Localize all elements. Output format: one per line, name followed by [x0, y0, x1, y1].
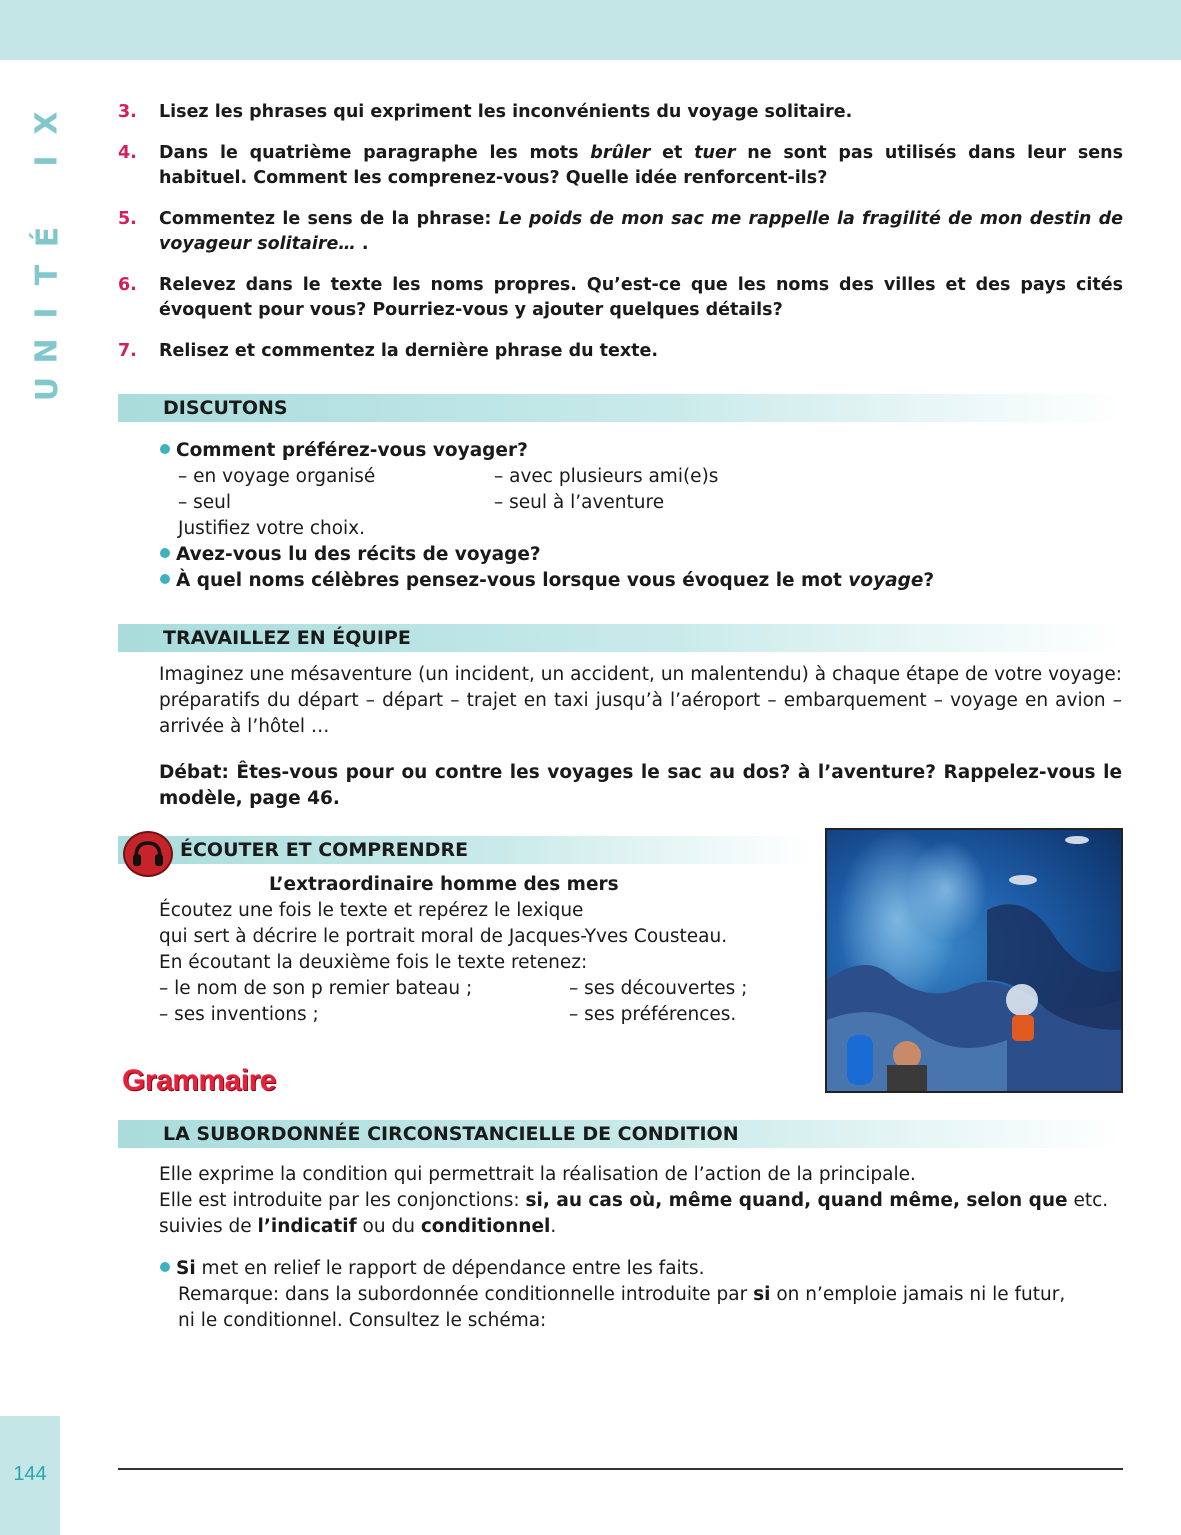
- ecouter-content: L’extraordinaire homme des mers Écoutez une fois le texte et repérez le lexique qui sert à décrire le portrait moral de Jacques-Yves Cousteau. En écoutant la deuxième fois le texte retenez: – le nom de son p remier bateau ; – ses découvertes ; – ses inventions ; – ses préférences.: [159, 872, 799, 1028]
- unit-label-letter: [29, 194, 67, 204]
- discutons-content: [160, 438, 1120, 594]
- bullet-icon: [160, 574, 170, 584]
- list-item: Si met en relief le rapport de dépendance entre les faits.: [160, 1256, 1123, 1282]
- question-text: Lisez les phrases qui expriment les inconvénients du voyage solitaire.: [159, 102, 853, 122]
- page-number: 144: [13, 1463, 47, 1485]
- debat-text: Débat: Êtes-vous pour ou contre les voyages le sac au dos? à l’aventure? Rappelez-vous le modèle, page 46.: [159, 762, 1122, 809]
- list-item: Comment préférez-vous voyager?: [160, 438, 1120, 464]
- equipe-text: Imaginez une mésaventure (un incident, un accident, un malentendu) à chaque étape de votre voyage: préparatifs du départ – départ – trajet en taxi jusqu’à l’aéroport – embarquement – voyage en avion – arrivée à l’hôtel …: [159, 664, 1122, 737]
- question-number: 3.: [118, 102, 137, 122]
- question-list: [118, 100, 1123, 380]
- grammaire-logo: Grammaire: [122, 1064, 276, 1097]
- question-number: 6.: [118, 275, 137, 295]
- underwater-divers-photo: [825, 828, 1123, 1093]
- top-band: [0, 0, 1181, 60]
- question-number: 7.: [118, 341, 137, 361]
- options-grid: – en voyage organisé – avec plusieurs ami(e)s – seul – seul à l’aventure Justifiez votre choix.: [178, 466, 719, 539]
- question-text: Relisez et commentez la dernière phrase du texte.: [159, 341, 659, 361]
- bullet-icon: [160, 1262, 170, 1272]
- section-heading-discutons: DISCUTONS: [118, 394, 1123, 422]
- question-3: [118, 100, 1123, 125]
- question-5: [118, 207, 1123, 257]
- bottom-rule: [118, 1468, 1123, 1470]
- headphones-icon: [123, 831, 173, 877]
- list-item: Avez-vous lu des récits de voyage?: [160, 542, 1120, 568]
- unit-label-letter: U: [30, 376, 65, 402]
- unit-label-letter: I: [29, 155, 65, 167]
- text-title: L’extraordinaire homme des mers: [269, 874, 619, 895]
- unit-label-letter: É: [30, 226, 65, 248]
- section-heading-subordonnee: LA SUBORDONNÉE CIRCONSTANCIELLE DE CONDITION: [118, 1120, 1123, 1148]
- unit-label-letter: I: [29, 307, 65, 319]
- question-number: 4.: [118, 143, 137, 163]
- bullet-icon: [160, 548, 170, 558]
- section-heading-equipe: TRAVAILLEZ EN ÉQUIPE: [118, 624, 1123, 652]
- question-text: Relevez dans le texte les noms propres. Qu’est-ce que les noms des villes et des pays cités évoquent pour vous? Pourriez-vous y ajouter quelques détails?: [159, 275, 1123, 320]
- question-number: 5.: [118, 209, 137, 229]
- unit-label-letter: N: [29, 338, 65, 364]
- list-item: À quel noms célèbres pensez-vous lorsque vous évoquez le mot voyage?: [160, 568, 1120, 594]
- unit-label-letter: X: [29, 111, 65, 135]
- section-heading-ecouter: ÉCOUTER ET COMPRENDRE: [118, 836, 813, 864]
- question-7: [118, 339, 1123, 364]
- question-4: [118, 141, 1123, 191]
- question-6: [118, 273, 1123, 323]
- grammaire-intro: Elle exprime la condition qui permettrait la réalisation de l’action de la principale. Elle est introduite par les conjonctions: si, au cas où, même quand, quand même, selon que etc. suivies de l’indicatif ou du conditionnel.: [159, 1164, 1109, 1237]
- question-text: Commentez le sens de la phrase: Le poids de mon sac me rappelle la fragilité de mon destin de voyageur solitaire… .: [159, 209, 1123, 254]
- bullet-icon: [160, 444, 170, 454]
- grammaire-si: Si met en relief le rapport de dépendance entre les faits. Remarque: dans la subordonnée conditionnelle introduite par si on n’emploie jamais ni le futur, ni le conditionnel. Consultez le schéma:: [160, 1256, 1123, 1334]
- unit-label-letter: T: [30, 264, 65, 286]
- question-text: Dans le quatrième paragraphe les mots brûler et tuer ne sont pas utilisés dans leur sens habituel. Comment les comprenez-vous? Quelle idée renforcent-ils?: [159, 143, 1123, 188]
- unit-label: [28, 104, 68, 408]
